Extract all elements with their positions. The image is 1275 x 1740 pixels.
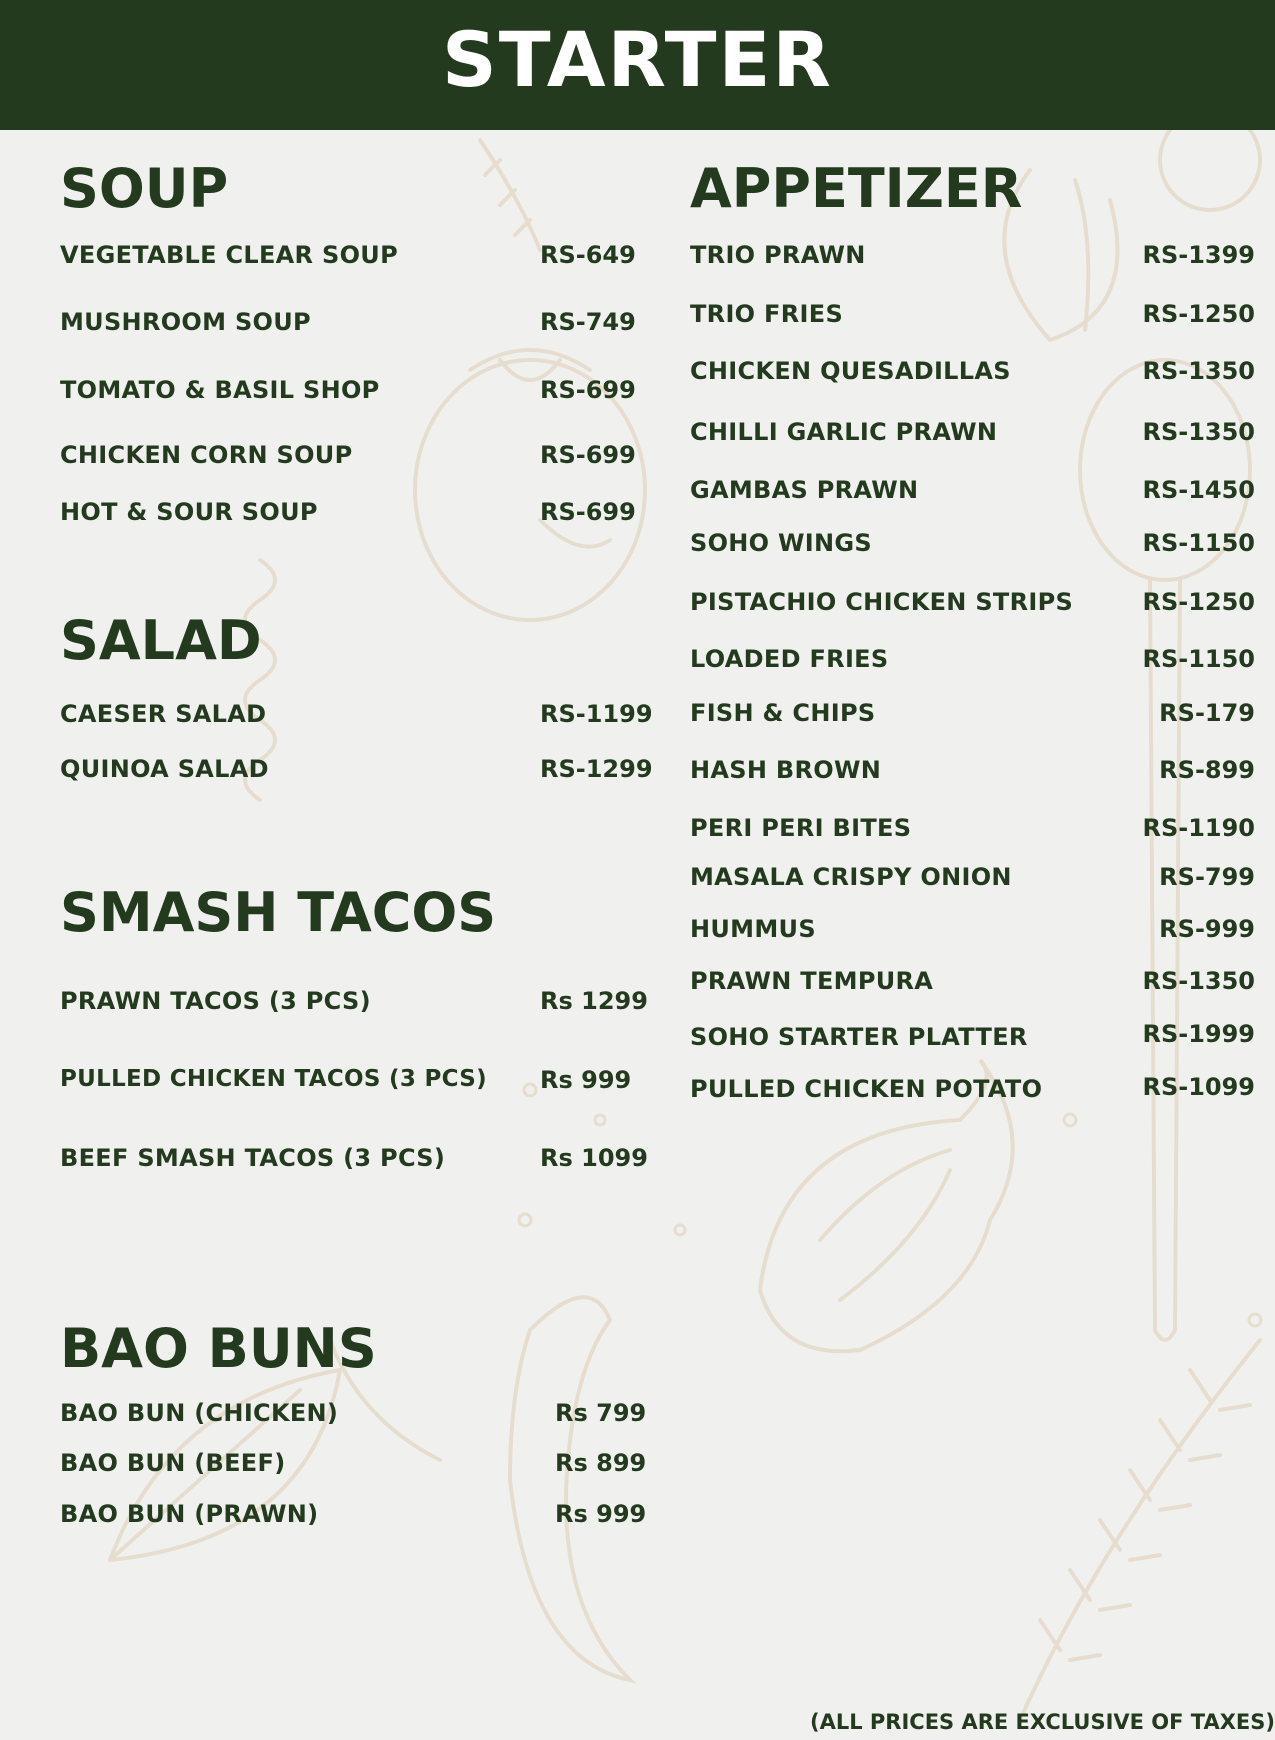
menu-item-price: Rs 1099	[540, 1144, 648, 1172]
menu-item-price: RS-1250	[1142, 588, 1255, 616]
menu-item-name: QUINOA SALAD	[60, 755, 269, 783]
menu-item-price: RS-1150	[1142, 645, 1255, 673]
section-title-bao-buns: BAO BUNS	[60, 1317, 377, 1380]
menu-item-price: RS-699	[540, 376, 636, 404]
menu-item-name: PULLED CHICKEN TACOS (3 PCS)	[60, 1066, 487, 1092]
menu-item-price: RS-699	[540, 498, 636, 526]
spoon-sketch-icon	[1080, 360, 1250, 1340]
menu-item-price: RS-1350	[1142, 357, 1255, 385]
menu-item-name: CHICKEN CORN SOUP	[60, 441, 353, 469]
menu-item-name: CAESER SALAD	[60, 700, 267, 728]
menu-item-name: VEGETABLE CLEAR SOUP	[60, 241, 398, 269]
section-title-appetizer: APPETIZER	[690, 157, 1023, 220]
menu-item-price: RS-799	[1159, 863, 1255, 891]
menu-item-name: PULLED CHICKEN POTATO	[690, 1075, 1043, 1103]
section-title-smash-tacos: SMASH TACOS	[60, 881, 497, 944]
menu-item-name: GAMBAS PRAWN	[690, 476, 919, 504]
menu-item-price: RS-1099	[1142, 1073, 1255, 1101]
menu-item-price: Rs 799	[555, 1399, 647, 1427]
menu-item-price: RS-899	[1159, 756, 1255, 784]
menu-item-name: PISTACHIO CHICKEN STRIPS	[690, 588, 1074, 616]
menu-item-name: HASH BROWN	[690, 756, 882, 784]
menu-item-name: BEEF SMASH TACOS (3 PCS)	[60, 1144, 446, 1172]
menu-item-name: SOHO STARTER PLATTER	[690, 1023, 1028, 1051]
page-title: STARTER	[442, 14, 833, 104]
menu-item-name: MUSHROOM SOUP	[60, 308, 311, 336]
menu-item-name: MASALA CRISPY ONION	[690, 863, 1012, 891]
section-title-soup: SOUP	[60, 157, 229, 220]
menu-item-name: TRIO PRAWN	[690, 241, 866, 269]
menu-item-price: RS-749	[540, 308, 636, 336]
menu-item-price: RS-1150	[1142, 529, 1255, 557]
menu-item-price: RS-1190	[1142, 814, 1255, 842]
scatter-dots-sketch-icon	[519, 1084, 1261, 1326]
tax-disclaimer: (ALL PRICES ARE EXCLUSIVE OF TAXES)	[809, 1710, 1275, 1734]
menu-item-price: RS-179	[1159, 699, 1255, 727]
menu-item-name: BAO BUN (BEEF)	[60, 1449, 286, 1477]
menu-item-price: Rs 999	[540, 1066, 632, 1094]
menu-item-name: LOADED FRIES	[690, 645, 889, 673]
menu-item-name: PRAWN TACOS (3 PCS)	[60, 987, 371, 1015]
menu-item-price: RS-1250	[1142, 300, 1255, 328]
menu-item-name: BAO BUN (CHICKEN)	[60, 1399, 339, 1427]
menu-item-price: Rs 899	[555, 1449, 647, 1477]
menu-item-name: FISH & CHIPS	[690, 699, 876, 727]
menu-item-name: CHILLI GARLIC PRAWN	[690, 418, 998, 446]
menu-item-name: PRAWN TEMPURA	[690, 967, 934, 995]
section-title-salad: SALAD	[60, 609, 262, 672]
header-banner	[0, 0, 1275, 130]
menu-item-price: RS-649	[540, 241, 636, 269]
menu-item-name: BAO BUN (PRAWN)	[60, 1500, 319, 1528]
menu-item-price: RS-1199	[540, 700, 653, 728]
menu-item-name: HOT & SOUR SOUP	[60, 498, 318, 526]
menu-item-price: RS-1299	[540, 755, 653, 783]
menu-item-name: HUMMUS	[690, 915, 816, 943]
menu-item-name: CHICKEN QUESADILLAS	[690, 357, 1011, 385]
menu-item-price: RS-1350	[1142, 967, 1255, 995]
menu-item-name: PERI PERI BITES	[690, 814, 912, 842]
menu-item-price: Rs 1299	[540, 987, 648, 1015]
menu-item-price: RS-1399	[1142, 241, 1255, 269]
menu-item-price: RS-999	[1159, 915, 1255, 943]
menu-item-name: SOHO WINGS	[690, 529, 873, 557]
menu-item-price: RS-1450	[1142, 476, 1255, 504]
menu-item-price: RS-699	[540, 441, 636, 469]
menu-item-price: RS-1350	[1142, 418, 1255, 446]
menu-item-name: TOMATO & BASIL SHOP	[60, 376, 380, 404]
menu-item-price: RS-1999	[1142, 1020, 1255, 1048]
menu-item-price: Rs 999	[555, 1500, 647, 1528]
chili-sketch-icon	[510, 1297, 630, 1680]
onion-sketch-icon	[760, 1060, 1013, 1351]
menu-item-name: TRIO FRIES	[690, 300, 844, 328]
